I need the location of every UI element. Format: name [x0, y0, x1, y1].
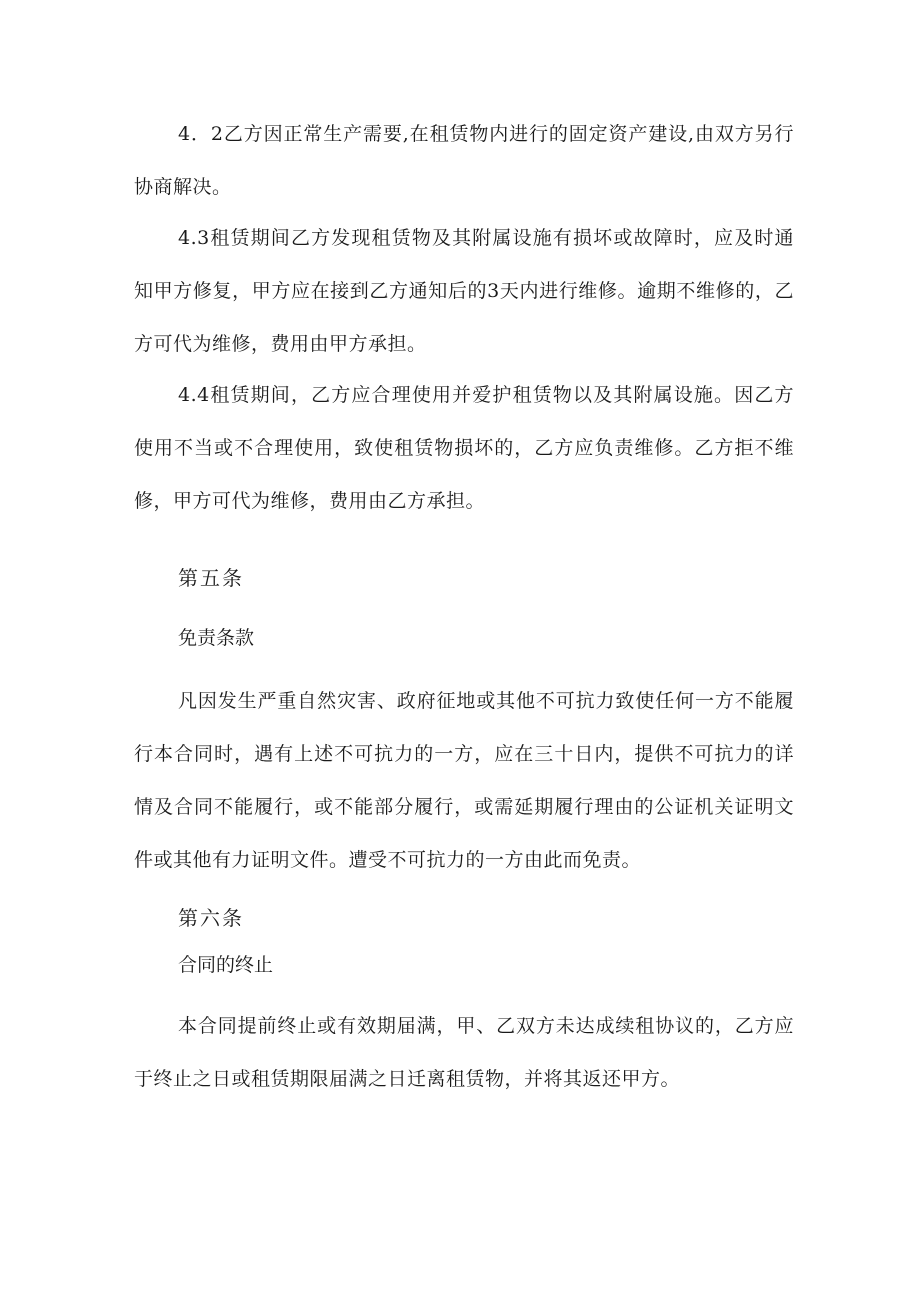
article-6-title: 合同的终止 — [178, 954, 274, 976]
clause-4-4: 4.4租赁期间，乙方应合理使用并爱护租赁物以及其附属设施。因乙方使用不当或不合理使用，致使租赁物损坏的，乙方应负责维修。乙方拒不维修，甲方可代为维修，费用由乙方承担。 — [134, 384, 794, 512]
clause-4-2: 4．2乙方因正常生产需要,在租赁物内进行的固定资产建设,由双方另行协商解决。 — [134, 123, 794, 198]
article-6-heading: 第六条 — [178, 906, 244, 930]
article-5-title: 免责条款 — [178, 627, 255, 649]
article-6-body: 本合同提前终止或有效期届满，甲、乙双方未达成续租协议的，乙方应于终止之日或租赁期限届满之日迁离租赁物，并将其返还甲方。 — [134, 1015, 794, 1090]
article-5-heading: 第五条 — [178, 566, 244, 590]
article-5-body: 凡因发生严重自然灾害、政府征地或其他不可抗力致使任何一方不能履行本合同时，遇有上述不可抗力的一方，应在三十日内，提供不可抗力的详情及合同不能履行，或不能部分履行，或需延期履行理由的公证机关证明文件或其他有力证明文件。遭受不可抗力的一方由此而免责。 — [134, 690, 794, 871]
clause-4-3: 4.3租赁期间乙方发现租赁物及其附属设施有损坏或故障时，应及时通知甲方修复，甲方应在接到乙方通知后的3天内进行维修。逾期不维修的，乙方可代为维修，费用由甲方承担。 — [134, 227, 794, 355]
